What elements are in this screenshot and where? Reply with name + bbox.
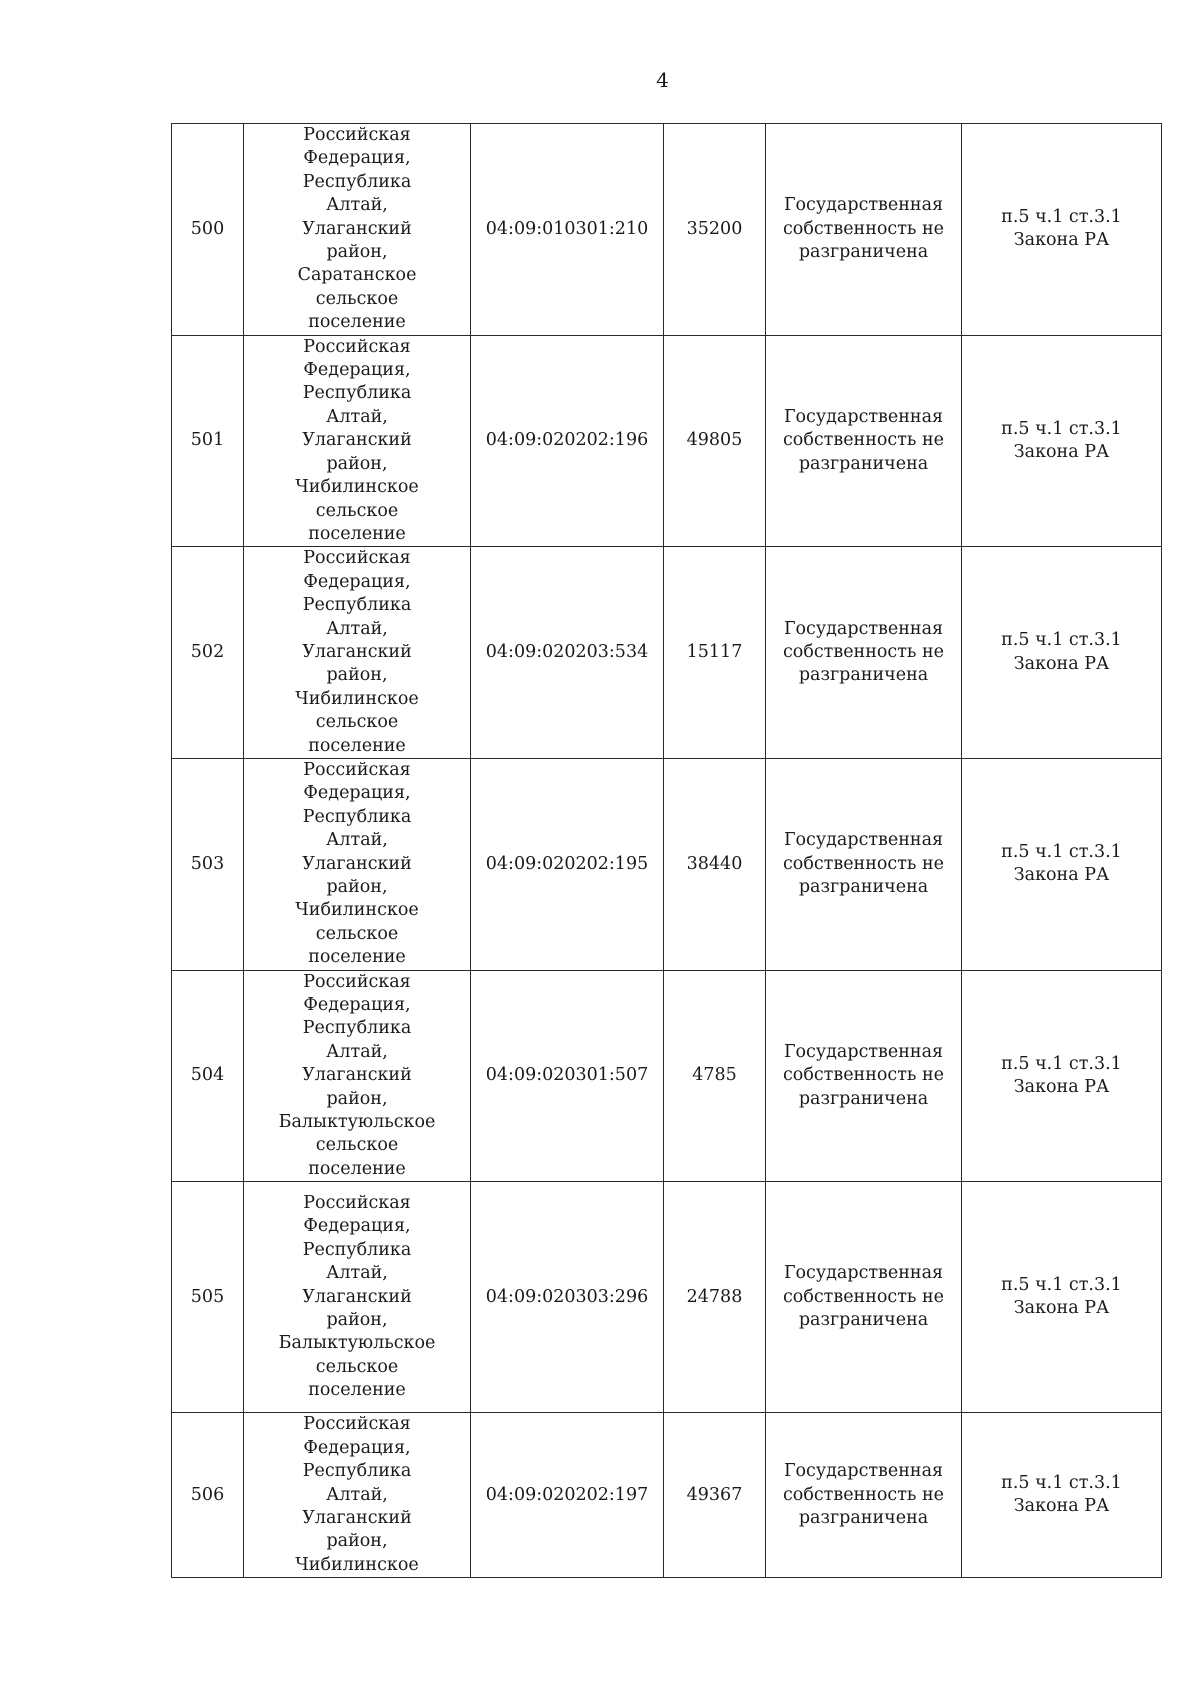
address-cell bbox=[244, 335, 471, 547]
area-value: 4785 bbox=[664, 970, 766, 1182]
address-line: Улаганский bbox=[302, 641, 412, 662]
legal-basis-text: п.5 ч.1 ст.3.1 Закона РА bbox=[1001, 630, 1122, 674]
ownership-line: разграничена bbox=[798, 1309, 929, 1330]
address-line: поселение bbox=[308, 1380, 406, 1401]
address-line: Алтай, bbox=[326, 1263, 388, 1284]
legal-basis bbox=[962, 547, 1162, 759]
address-line: Федерация, bbox=[303, 571, 411, 592]
row-number: 502 bbox=[172, 547, 244, 759]
address-line: Республика bbox=[302, 171, 412, 192]
ownership-status bbox=[766, 335, 962, 547]
address-line: сельское bbox=[315, 500, 399, 521]
ownership-status bbox=[766, 1413, 962, 1578]
ownership-line: Государственная bbox=[783, 1461, 944, 1482]
address-line: Алтай, bbox=[326, 195, 388, 216]
address-line: поселение bbox=[308, 1158, 406, 1179]
ownership-line: собственность не bbox=[782, 430, 945, 451]
ownership-line: разграничена bbox=[798, 877, 929, 897]
legal-basis bbox=[962, 970, 1162, 1182]
address-line: Чибилинское bbox=[295, 688, 419, 709]
ownership-line: Государственная bbox=[783, 1263, 944, 1284]
ownership-line: собственность не bbox=[782, 1484, 945, 1505]
legal-basis-text: п.5 ч.1 ст.3.1 Закона РА bbox=[1001, 418, 1122, 462]
row-number: 505 bbox=[172, 1182, 244, 1413]
table-row bbox=[172, 124, 1162, 336]
address-line: поселение bbox=[308, 947, 406, 968]
address-line: район, bbox=[326, 453, 388, 474]
legal-basis-text: п.5 ч.1 ст.3.1 Закона РА bbox=[1001, 1053, 1122, 1097]
area-value: 24788 bbox=[664, 1182, 766, 1413]
ownership-status bbox=[766, 758, 962, 970]
cadastral-number: 04:09:020301:507 bbox=[471, 970, 664, 1182]
address-line: Федерация, bbox=[303, 995, 411, 1016]
address-line: сельское bbox=[315, 1135, 399, 1156]
table-row bbox=[172, 335, 1162, 547]
address-cell bbox=[244, 1413, 471, 1578]
address-line: Саратанское bbox=[297, 265, 417, 286]
cadastral-number: 04:09:020203:534 bbox=[471, 547, 664, 759]
ownership-status bbox=[766, 970, 962, 1182]
address-line: Алтай, bbox=[326, 1484, 388, 1505]
table-row bbox=[172, 1182, 1162, 1413]
address-cell bbox=[244, 547, 471, 759]
ownership-line: разграничена bbox=[798, 242, 929, 263]
address-line: сельское bbox=[315, 288, 399, 309]
ownership-line: Государственная bbox=[783, 618, 944, 639]
address-line: Улаганский bbox=[302, 1065, 412, 1086]
address-line: Федерация, bbox=[303, 148, 411, 169]
address-line: Российская bbox=[303, 125, 411, 145]
ownership-line: разграничена bbox=[798, 1507, 929, 1528]
area-value: 49805 bbox=[664, 335, 766, 547]
address-line: Федерация, bbox=[303, 1216, 411, 1237]
ownership-status bbox=[766, 124, 962, 336]
address-line: поселение bbox=[308, 735, 406, 756]
address-line: Балыктуюльское bbox=[278, 1112, 436, 1133]
ownership-line: собственность не bbox=[782, 1065, 945, 1086]
ownership-status bbox=[766, 1182, 962, 1413]
address-line: Алтай, bbox=[326, 618, 388, 639]
legal-basis bbox=[962, 335, 1162, 547]
table-row bbox=[172, 758, 1162, 970]
row-number: 506 bbox=[172, 1413, 244, 1578]
ownership-line: Государственная bbox=[783, 406, 944, 427]
address-line: Алтай, bbox=[326, 1041, 388, 1062]
address-line: Республика bbox=[302, 1461, 412, 1482]
ownership-line: собственность не bbox=[782, 218, 945, 239]
address-line: Российская bbox=[303, 1192, 411, 1213]
legal-basis bbox=[962, 758, 1162, 970]
area-value: 49367 bbox=[664, 1413, 766, 1578]
address-line: Чибилинское bbox=[295, 1554, 419, 1575]
ownership-line: разграничена bbox=[798, 665, 929, 686]
address-line: Чибилинское bbox=[295, 477, 419, 498]
address-line: Улаганский bbox=[302, 1286, 412, 1307]
row-number: 503 bbox=[172, 758, 244, 970]
address-line: Российская bbox=[303, 548, 411, 569]
address-line: Улаганский bbox=[302, 218, 412, 239]
address-cell bbox=[244, 758, 471, 970]
legal-basis-text: п.5 ч.1 ст.3.1 Закона РА bbox=[1001, 1274, 1122, 1319]
address-line: Улаганский bbox=[302, 1507, 412, 1528]
address-line: сельское bbox=[315, 712, 399, 733]
ownership-line: разграничена bbox=[798, 453, 929, 474]
legal-basis bbox=[962, 1182, 1162, 1413]
address-line: Республика bbox=[302, 383, 412, 404]
cadastral-number: 04:09:010301:210 bbox=[471, 124, 664, 336]
ownership-status bbox=[766, 547, 962, 759]
table-row bbox=[172, 970, 1162, 1182]
address-line: поселение bbox=[308, 523, 406, 544]
address-line: Республика bbox=[302, 1239, 412, 1260]
row-number: 500 bbox=[172, 124, 244, 336]
address-cell bbox=[244, 970, 471, 1182]
area-value: 15117 bbox=[664, 547, 766, 759]
ownership-line: разграничена bbox=[798, 1088, 929, 1109]
legal-basis-text: п.5 ч.1 ст.3.1 Закона РА bbox=[1001, 206, 1122, 251]
area-value: 35200 bbox=[664, 124, 766, 336]
cadastral-number: 04:09:020202:196 bbox=[471, 335, 664, 547]
address-cell bbox=[244, 124, 471, 336]
address-line: сельское bbox=[315, 1356, 399, 1377]
address-line: Республика bbox=[302, 1018, 412, 1039]
ownership-line: собственность не bbox=[782, 641, 945, 662]
address-line: сельское bbox=[315, 923, 399, 944]
address-line: Республика bbox=[302, 595, 412, 616]
address-line: Улаганский bbox=[302, 430, 412, 451]
address-cell bbox=[244, 1182, 471, 1413]
legal-basis-text: п.5 ч.1 ст.3.1 Закона РА bbox=[1001, 1472, 1122, 1517]
ownership-line: Государственная bbox=[783, 1041, 944, 1062]
ownership-line: Государственная bbox=[783, 195, 944, 216]
address-line: Алтай, bbox=[326, 830, 388, 851]
legal-basis bbox=[962, 1413, 1162, 1578]
address-line: Российская bbox=[303, 336, 411, 357]
address-line: Улаганский bbox=[302, 853, 412, 874]
address-line: Балыктуюльское bbox=[278, 1333, 436, 1354]
address-line: Федерация, bbox=[303, 1437, 411, 1458]
legal-basis-text: п.5 ч.1 ст.3.1 Закона РА bbox=[1001, 841, 1122, 886]
address-line: поселение bbox=[308, 312, 406, 333]
address-line: район, bbox=[326, 1531, 388, 1552]
table-row bbox=[172, 1413, 1162, 1578]
table-body bbox=[172, 124, 1162, 1578]
address-line: район, bbox=[326, 1088, 388, 1109]
row-number: 504 bbox=[172, 970, 244, 1182]
address-line: район, bbox=[326, 665, 388, 686]
land-plots-table bbox=[171, 123, 1162, 1578]
row-number: 501 bbox=[172, 335, 244, 547]
legal-basis bbox=[962, 124, 1162, 336]
address-line: Чибилинское bbox=[295, 900, 419, 921]
address-line: район, bbox=[326, 242, 388, 263]
ownership-line: Государственная bbox=[783, 830, 944, 851]
ownership-line: собственность не bbox=[782, 1286, 945, 1307]
address-line: Республика bbox=[302, 806, 412, 827]
address-line: район, bbox=[326, 1309, 388, 1330]
table-row bbox=[172, 547, 1162, 759]
address-line: район, bbox=[326, 877, 388, 897]
page-number: 4 bbox=[656, 68, 669, 92]
cadastral-number: 04:09:020202:195 bbox=[471, 758, 664, 970]
address-line: Российская bbox=[303, 1414, 411, 1435]
area-value: 38440 bbox=[664, 758, 766, 970]
cadastral-number: 04:09:020303:296 bbox=[471, 1182, 664, 1413]
address-line: Российская bbox=[303, 759, 411, 780]
address-line: Российская bbox=[303, 971, 411, 992]
ownership-line: собственность не bbox=[782, 853, 945, 874]
address-line: Федерация, bbox=[303, 360, 411, 381]
cadastral-number: 04:09:020202:197 bbox=[471, 1413, 664, 1578]
address-line: Алтай, bbox=[326, 406, 388, 427]
address-line: Федерация, bbox=[303, 783, 411, 804]
